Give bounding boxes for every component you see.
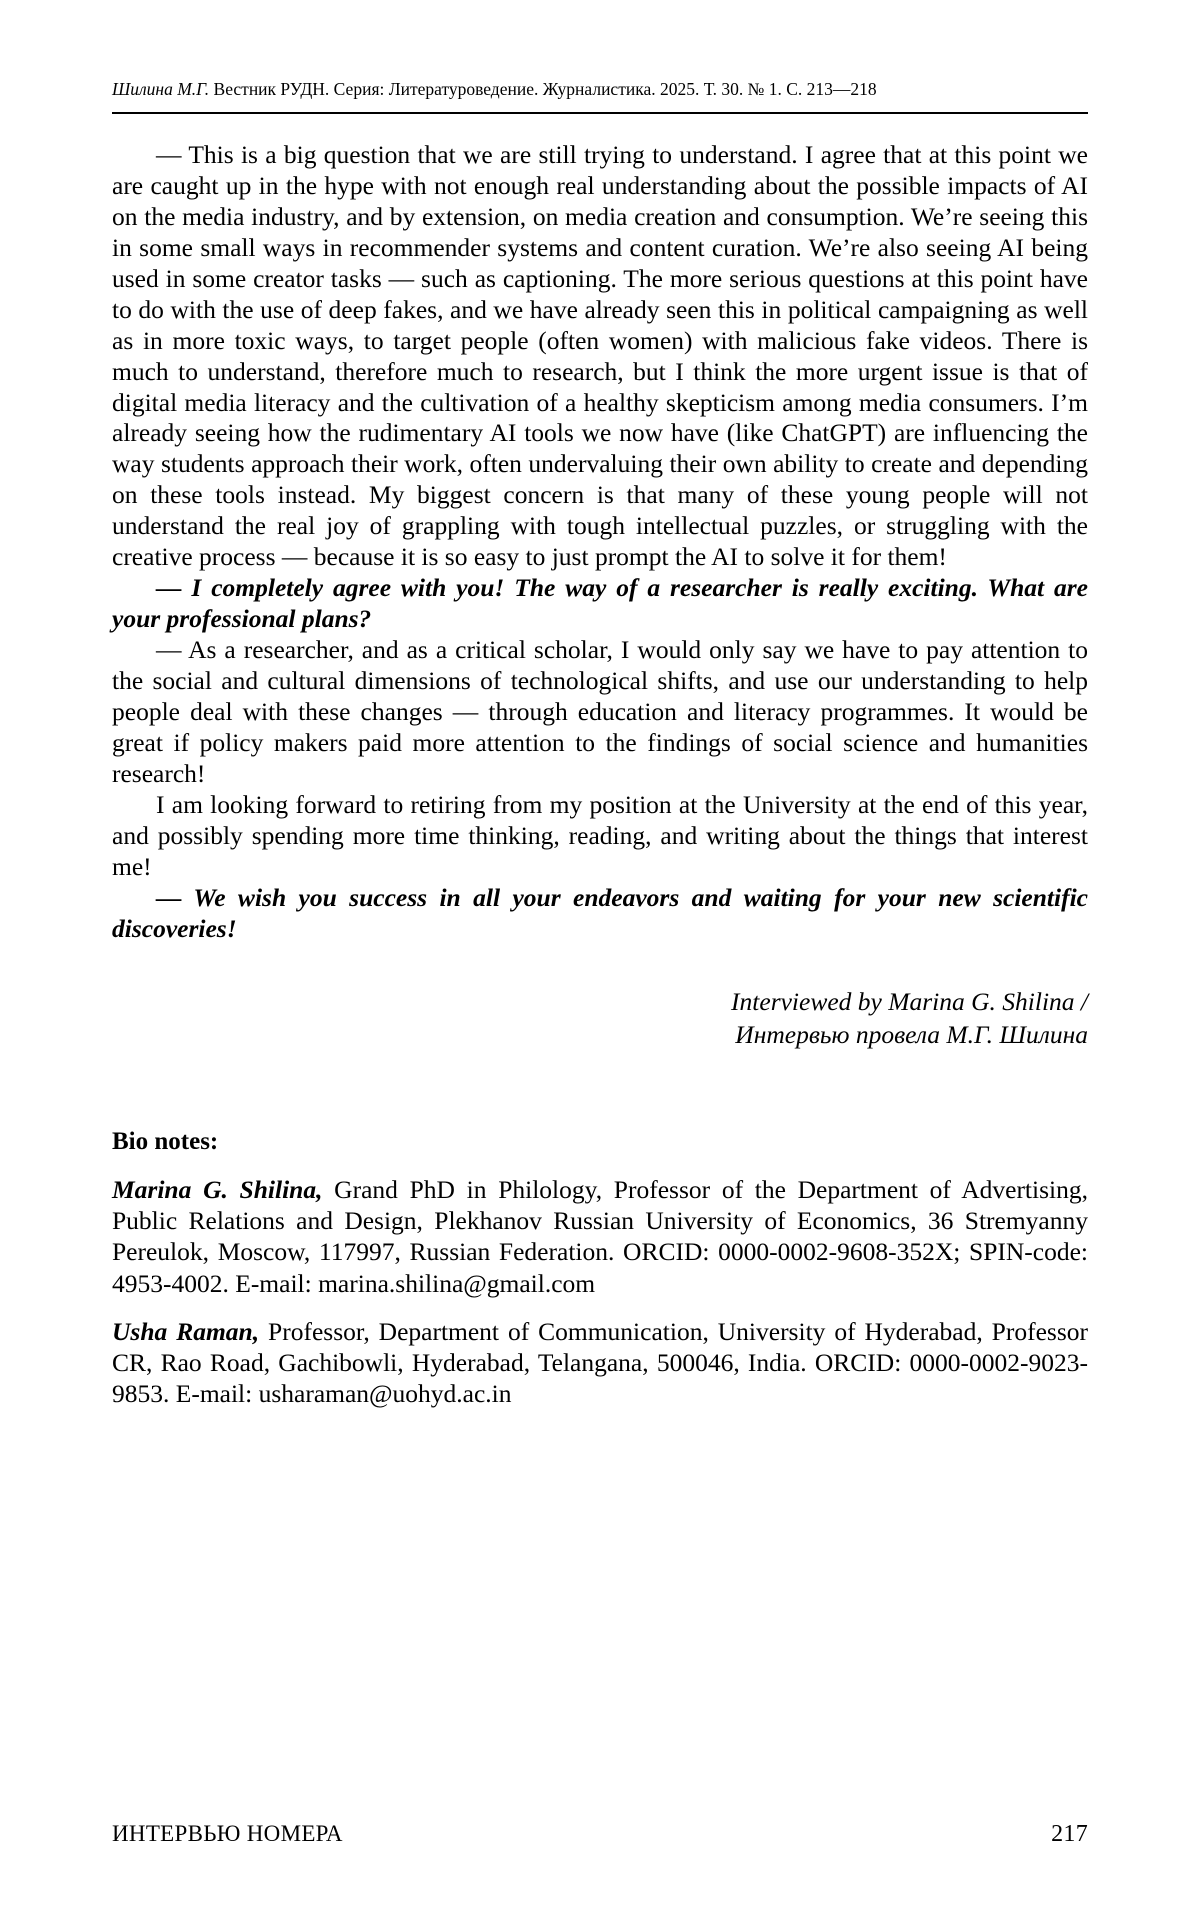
- paragraph-answer-2: — As a researcher, and as a critical scholar, I would only say we have to pay attention to the social and cultural dimensions of technological shifts, and use our understanding to help people deal with these changes — through education and literacy programmes. It would be great if policy makers paid more attention to the findings of social science and humanities research!: [112, 635, 1088, 789]
- bio-notes-heading: Bio notes:: [112, 1128, 219, 1156]
- bio-name-raman: Usha Raman,: [112, 1316, 260, 1346]
- bio-entry-shilina: [112, 1174, 1088, 1298]
- interview-signature: [112, 985, 1088, 1051]
- footer-section-title: ИНТЕРВЬЮ НОМЕРА: [112, 1821, 343, 1846]
- running-head: [112, 78, 1088, 101]
- signature-line-ru: Интервью провела М.Г. Шилина: [735, 1020, 1088, 1050]
- paragraph-answer-3: I am looking forward to retiring from my position at the University at the end of this year, and possibly spending more time thinking, reading, and writing about the things that interest me!: [112, 790, 1088, 882]
- footer-page-number: 217: [1051, 1821, 1088, 1847]
- paragraph-question-1: — I completely agree with you! The way of a researcher is really exciting. What are your professional plans?: [112, 573, 1088, 634]
- bio-text-raman: Professor, Department of Communication, University of Hyderabad, Professor CR, Rao Road, Gachibowli, Hyderabad, Telangana, 500046, India. ORCID: 0000-0002-9023-9853. E-mail: usharaman@uohyd.ac.in: [112, 1316, 1088, 1408]
- paragraph-answer-1: — This is a big question that we are still trying to understand. I agree that at this point we are caught up in the hype with not enough real understanding about the possible impacts of AI on the media industry, and by extension, on media creation and consumption. We’re seeing this in some small ways in recommender systems and content curation. We’re also seeing AI being used in some creator tasks — such as captioning. The more serious questions at this point have to do with the use of deep fakes, and we have already seen this in political campaigning as well as in more toxic ways, to target people (often women) with malicious fake videos. There is much to understand, therefore much to research, but I think the more urgent issue is that of digital media literacy and the cultivation of a healthy skepticism among media consumers. I’m already seeing how the rudimentary AI tools we now have (like ChatGPT) are influencing the way students approach their work, often undervaluing their own ability to create and depending on these tools instead. My biggest concern is that many of these young people will not understand the real joy of grappling with tough intellectual puzzles, or struggling with the creative process — because it is so easy to just prompt the AI to solve it for them!: [112, 139, 1088, 572]
- bio-name-shilina: Marina G. Shilina,: [112, 1175, 323, 1205]
- bio-text-shilina: Grand PhD in Philology, Professor of the Department of Advertising, Public Relations and Design, Plekhanov Russian University of Economics, 36 Stremyanny Pereulok, Moscow, 117997, Russian Federation. ORCID: 0000-0002-9608-352X; SPIN-code: 4953-4002. E-mail: marina.shilina@gmail.com: [112, 1175, 1088, 1298]
- running-head-citation: Вестник РУДН. Серия: Литературоведение. Журналистика. 2025. Т. 30. № 1. С. 213—218: [209, 79, 877, 99]
- paragraph-question-2: — We wish you success in all your endeavors and waiting for your new scientific discoveries!: [112, 883, 1088, 943]
- header-divider: [112, 112, 1088, 114]
- bio-entry-raman: [112, 1316, 1088, 1409]
- page-footer: [112, 1821, 1088, 1848]
- signature-line-en: Interviewed by Marina G. Shilina /: [731, 986, 1088, 1016]
- running-head-author: Шилина М.Г.: [112, 79, 210, 99]
